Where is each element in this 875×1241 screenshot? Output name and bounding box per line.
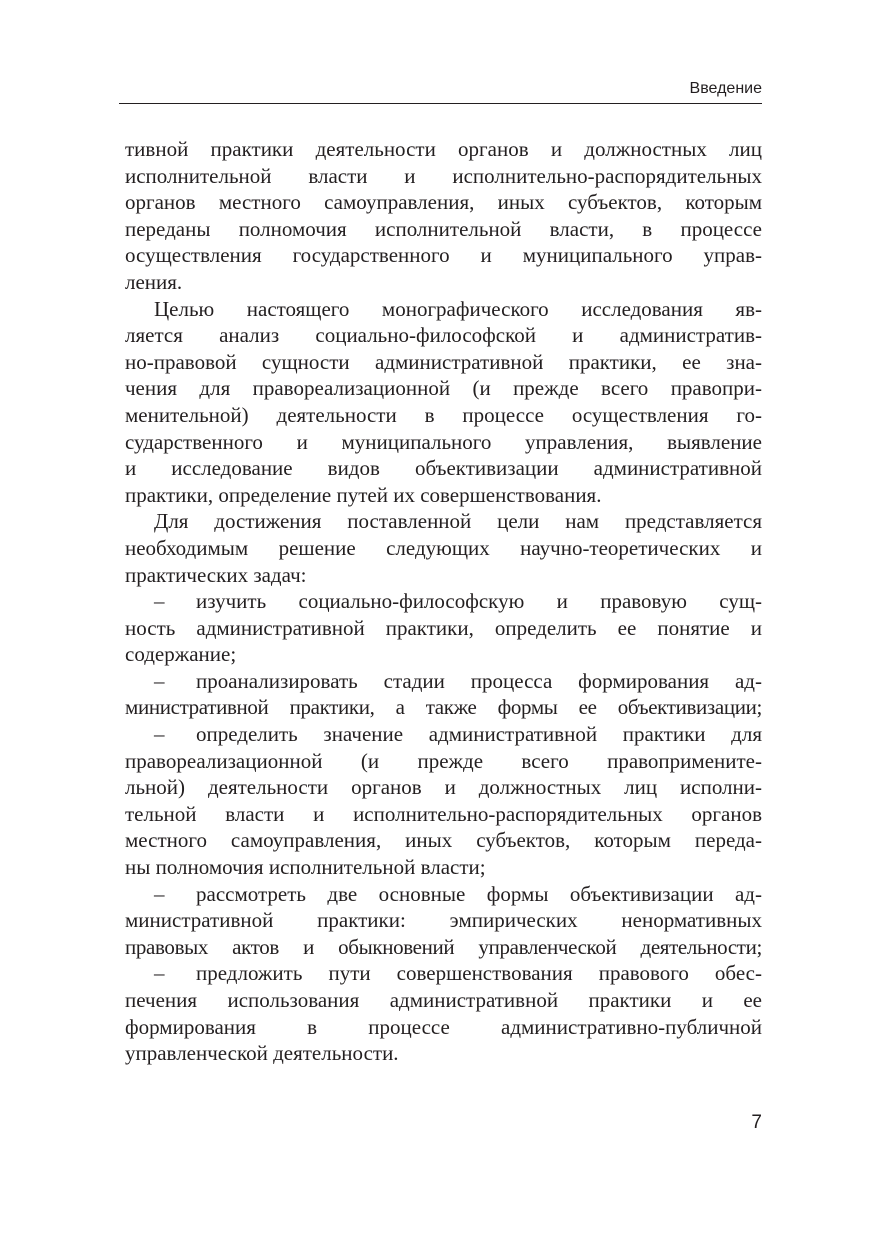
text-line: менительной) деятельности в процессе осуществления го-	[125, 402, 762, 427]
text-line: сударственного и муниципального управления, выявление	[125, 429, 762, 454]
text-line: правореализационной (и прежде всего правопримените-	[125, 748, 762, 773]
text-line: определить значение административной практики для	[196, 722, 762, 747]
list-dash: –	[154, 722, 165, 747]
text-line: ляется анализ социально-философской и административ-	[125, 323, 762, 348]
text-line: необходимым решение следующих научно-теоретических и	[125, 535, 762, 560]
text-line: министративной практики, а также формы ее объективизации;	[125, 695, 762, 720]
text-line: местного самоуправления, иных субъектов, которым переда-	[125, 828, 762, 853]
text-line: практики, определение путей их совершенствования.	[125, 482, 602, 507]
text-line: изучить социально-философскую и правовую сущ-	[196, 589, 762, 614]
running-head-section-title: Введение	[689, 80, 762, 97]
text-line: Для достижения поставленной цели нам представляется	[154, 509, 762, 534]
list-dash: –	[154, 668, 165, 693]
text-line: ны полномочия исполнительной власти;	[125, 855, 486, 880]
list-item-line	[125, 588, 762, 615]
text-line: переданы полномочия исполнительной власти, в процессе	[125, 216, 762, 241]
text-line: формирования в процессе административно-публичной	[125, 1014, 762, 1039]
list-item-line	[125, 881, 762, 908]
list-dash: –	[154, 961, 165, 986]
text-line: исполнительной власти и исполнительно-распорядительных	[125, 163, 762, 188]
text-line: печения использования административной практики и ее	[125, 988, 762, 1012]
list-item-line	[125, 668, 762, 695]
list-dash: –	[154, 589, 165, 614]
text-line: Целью настоящего монографического исследования яв-	[154, 296, 762, 321]
text-line: ность административной практики, определить ее понятие и	[125, 615, 762, 640]
text-line: льной) деятельности органов и должностных лиц исполни-	[125, 775, 762, 800]
text-line: тельной власти и исполнительно-распорядительных органов	[125, 801, 762, 826]
text-line: управленческой деятельности.	[125, 1041, 399, 1066]
list-item-line	[125, 721, 762, 748]
header-rule	[119, 103, 762, 104]
list-dash: –	[154, 881, 165, 906]
text-line: проанализировать стадии процесса формирования ад-	[196, 668, 762, 693]
text-line: тивной практики деятельности органов и должностных лиц	[125, 137, 762, 161]
list-item-line	[125, 960, 762, 987]
text-line: правовых актов и обыкновений управленческой деятельности;	[125, 934, 762, 959]
text-line: ления.	[125, 269, 183, 294]
text-line: органов местного самоуправления, иных субъектов, которым	[125, 190, 762, 215]
text-line: содержание;	[125, 642, 237, 667]
text-line: но-правовой сущности административной практики, ее зна-	[125, 349, 762, 374]
text-line: чения для правореализационной (и прежде всего правопри-	[125, 376, 762, 401]
text-line: и исследование видов объективизации административной	[125, 456, 762, 481]
text-line: осуществления государственного и муниципального управ-	[125, 243, 762, 268]
page-number: 7	[751, 1112, 762, 1133]
text-line: рассмотреть две основные формы объективизации ад-	[196, 881, 762, 906]
text-line: министративной практики: эмпирических ненормативных	[125, 908, 762, 933]
text-line: предложить пути совершенствования правового обес-	[196, 961, 762, 986]
body-text	[125, 136, 762, 1067]
text-line: практических задач:	[125, 562, 307, 587]
